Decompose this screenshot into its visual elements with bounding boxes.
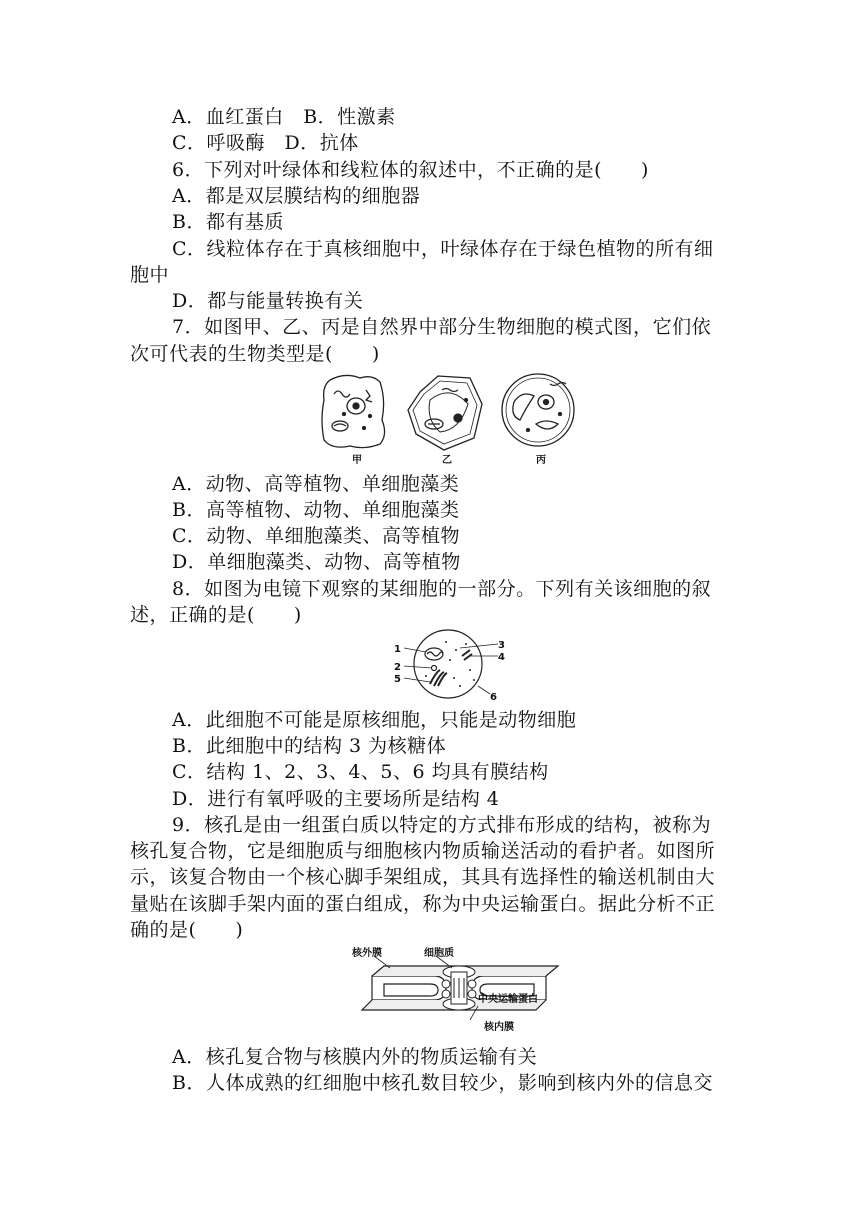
q8-option-a: A．此细胞不可能是原核细胞，只能是动物细胞 <box>172 709 577 731</box>
q8-option-d: D．进行有氧呼吸的主要场所是结构 4 <box>172 788 500 810</box>
q8-option-b: B．此细胞中的结构 3 为核糖体 <box>172 735 447 757</box>
cell-figure-q8 <box>390 628 510 704</box>
q9-stem-cont-1: 核孔复合物，它是细胞质与细胞核内物质输送活动的看护者。如图所 <box>130 840 716 862</box>
q8-stem-cont: 述，正确的是( ) <box>130 604 302 626</box>
q8-label-4: 4 <box>498 652 505 663</box>
q9-stem-cont-3: 量贴在该脚手架内面的蛋白组成，称为中央运输蛋白。据此分析不正 <box>130 893 716 915</box>
q9-option-b: B．人体成熟的红细胞中核孔数目较少，影响到核内外的信息交 <box>172 1072 713 1094</box>
cell-figure-q7 <box>310 370 600 470</box>
q9-stem-cont-4: 确的是( ) <box>130 919 244 941</box>
label-central-transport-protein: 中央运输蛋白 <box>478 994 538 1005</box>
cell-label-jia: 甲 <box>352 455 362 466</box>
q7-option-b: B．高等植物、动物、单细胞藻类 <box>172 499 460 521</box>
q7-stem: 7．如图甲、乙、丙是自然界中部分生物细胞的模式图，它们依 <box>172 316 712 338</box>
q7-option-d: D．单细胞藻类、动物、高等植物 <box>172 551 461 573</box>
label-outer-membrane: 核外膜 <box>352 948 382 959</box>
q8-stem: 8．如图为电镜下观察的某细胞的一部分。下列有关该细胞的叙 <box>172 578 712 600</box>
cell-jia-diagram <box>322 375 385 447</box>
centriole-ring <box>432 666 437 671</box>
q9-stem: 9．核孔是由一组蛋白质以特定的方式排布形成的结构，被称为 <box>172 814 712 836</box>
q7-option-c: C．动物、单细胞藻类、高等植物 <box>172 525 461 547</box>
q6-stem: 6．下列对叶绿体和线粒体的叙述中，不正确的是( ) <box>172 159 649 181</box>
q8-label-6: 6 <box>490 692 497 703</box>
q6-option-d: D．都与能量转换有关 <box>172 290 364 312</box>
cell-bing-diagram <box>502 374 574 446</box>
cell-label-yi: 乙 <box>442 455 452 466</box>
q6-option-a: A．都是双层膜结构的细胞器 <box>172 185 421 207</box>
q6-option-b: B．都有基质 <box>172 211 284 233</box>
q8-label-2: 2 <box>394 662 401 673</box>
q8-label-5: 5 <box>394 674 401 685</box>
q5-options-ab: A．血红蛋白 B．性激素 <box>172 106 396 128</box>
q7-stem-cont: 次可代表的生物类型是( ) <box>130 343 380 365</box>
q5-options-cd: C．呼吸酶 D．抗体 <box>172 132 359 154</box>
q9-option-a: A．核孔复合物与核膜内外的物质运输有关 <box>172 1046 538 1068</box>
q8-option-c: C．结构 1、2、3、4、5、6 均具有膜结构 <box>172 761 549 783</box>
q6-option-c-cont: 胞中 <box>130 264 170 286</box>
q8-label-1: 1 <box>394 644 401 655</box>
q9-stem-cont-2: 示，该复合物由一个核心脚手架组成，其具有选择性的输送机制由大 <box>130 866 716 888</box>
label-cytoplasm: 细胞质 <box>424 948 454 959</box>
cell-label-bing: 丙 <box>536 455 546 466</box>
membrane-left-inner <box>384 984 438 996</box>
q7-option-a: A．动物、高等植物、单细胞藻类 <box>172 473 460 495</box>
label-inner-membrane: 核内膜 <box>484 1022 514 1033</box>
cell-yi-diagram <box>408 376 482 450</box>
cell-membrane <box>414 630 482 698</box>
pore-complex <box>442 966 476 1010</box>
q6-option-c: C．线粒体存在于真核细胞中，叶绿体存在于绿色植物的所有细 <box>172 238 714 260</box>
nuclear-pore-figure <box>350 944 570 1036</box>
q8-label-3: 3 <box>498 640 505 651</box>
